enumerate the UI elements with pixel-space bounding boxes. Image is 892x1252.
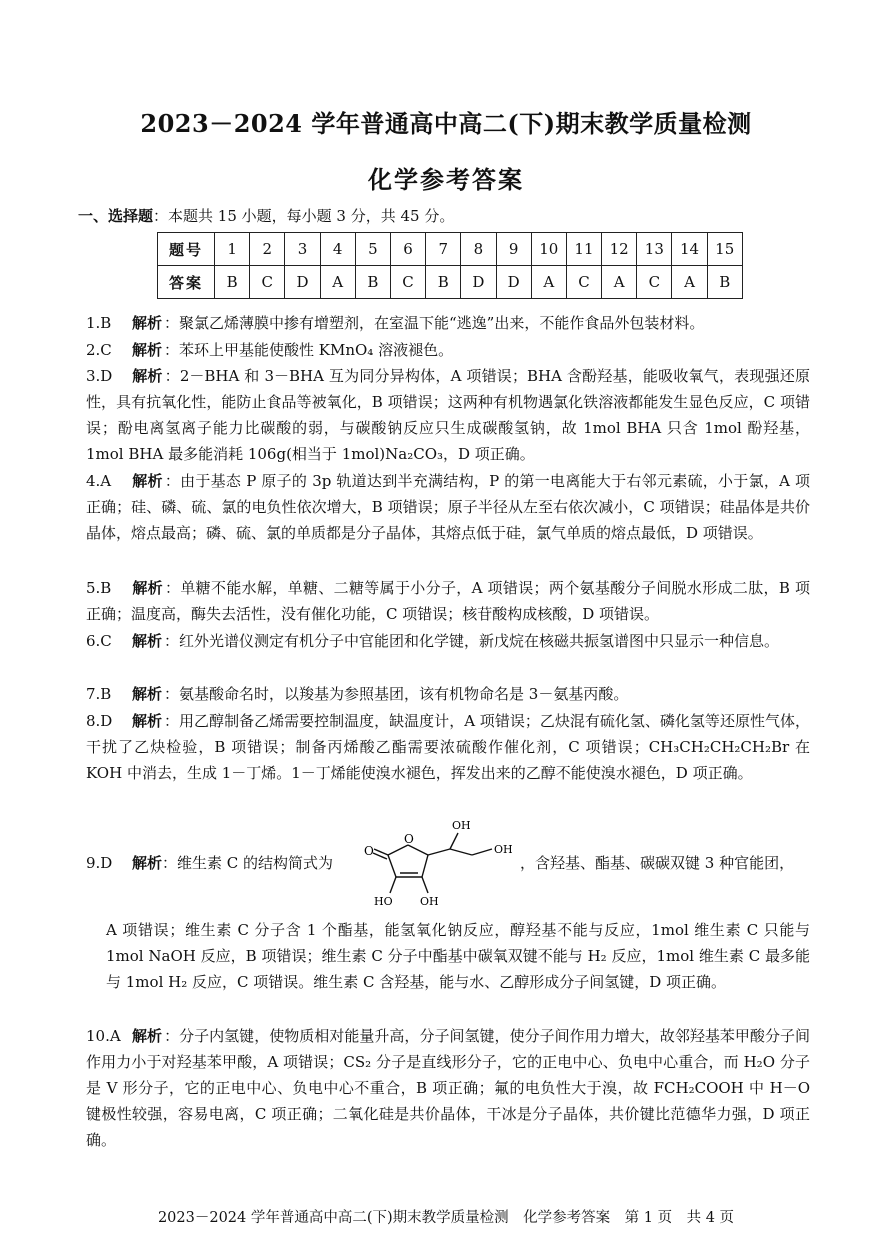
answer-cell: D — [461, 266, 496, 299]
question-number-cell: 15 — [707, 233, 742, 266]
question-5 — [86, 575, 810, 627]
question-number: 1.B — [86, 314, 112, 332]
question-number-cell: 12 — [602, 233, 637, 266]
question-number-cell: 5 — [355, 233, 390, 266]
question-7 — [86, 681, 810, 707]
question-text: ：由于基态 P 原子的 3p 轨道达到半充满结构，P 的第一电离能大于右邻元素硫，小于氯，A 项正确；硅、磷、硫、氯的电负性依次增大，B 项错误；原子半径从左至右依次减小，C 项错误；硅晶体是共价晶体，熔点最高；磷、硫、氯的单质都是分子晶体，其熔点低于硅，氯气单质的熔点最低，D 项错误。 — [86, 472, 810, 542]
ho-left-label: HO — [374, 895, 393, 908]
question-8 — [86, 708, 810, 786]
question-text: ：用乙醇制备乙烯需要控制温度，缺温度计，A 项错误；乙炔混有硫化氢、磷化氢等还原性气体，干扰了乙炔检验，B 项错误；制备丙烯酸乙酯需要浓硫酸作催化剂，C 项错误；CH₃CH₂CH₂CH₂Br 在 KOH 中消去，生成 1－丁烯。1－丁烯能使溴水褪色，挥发出来的乙醇不能使溴水褪色，D 项正确。 — [86, 712, 810, 782]
question-number-cell: 10 — [531, 233, 566, 266]
question-number-cell: 3 — [285, 233, 320, 266]
question-number-cell: 11 — [566, 233, 601, 266]
question-number-cell: 2 — [250, 233, 285, 266]
question-1 — [86, 310, 810, 336]
analysis-label: 解析 — [132, 632, 163, 650]
carbonyl-oxygen-label: O — [364, 844, 374, 858]
section-description: ：本题共 15 小题，每小题 3 分，共 45 分。 — [153, 207, 455, 225]
answer-cell: D — [285, 266, 320, 299]
question-text: ：苯环上甲基能使酸性 KMnO₄ 溶液褪色。 — [164, 341, 454, 359]
question-number: 7.B — [86, 685, 112, 703]
vitamin-c-structure — [350, 815, 520, 915]
analysis-label: 解析 — [132, 579, 163, 597]
page-subtitle: 化学参考答案 — [368, 165, 524, 194]
question-text: ：氨基酸命名时，以羧基为参照基团，该有机物命名是 3－氨基丙酸。 — [164, 685, 629, 703]
question-text: ：红外光谱仪测定有机分子中官能团和化学键，新戊烷在核磁共振氢谱图中只显示一种信息。 — [164, 632, 780, 650]
question-text: ：维生素 C 的结构简式为 — [162, 854, 334, 872]
question-2 — [86, 337, 810, 363]
answer-cell: C — [637, 266, 672, 299]
question-number-cell: 6 — [390, 233, 425, 266]
analysis-label: 解析 — [132, 341, 163, 359]
answer-cell: B — [707, 266, 742, 299]
question-4 — [86, 468, 810, 546]
question-3 — [86, 363, 810, 467]
question-number: 9.D — [86, 854, 113, 872]
question-6 — [86, 628, 810, 654]
section-heading — [78, 205, 454, 226]
analysis-label: 解析 — [132, 314, 163, 332]
analysis-label: 解析 — [132, 1027, 163, 1045]
answer-cell: A — [320, 266, 355, 299]
question-number-cell: 1 — [215, 233, 250, 266]
analysis-label: 解析 — [132, 712, 163, 730]
analysis-label: 解析 — [132, 854, 163, 872]
oh-top-label: OH — [452, 819, 471, 832]
question-9-continuation: A 项错误；维生素 C 分子含 1 个酯基，能氢氧化钠反应，醇羟基不能与反应，1mol 维生素 C 只能与 1mol NaOH 反应，B 项错误；维生素 C 分子中酯基中碳氧双键不能与 H₂ 反应，1mol 维生素 C 最多能与 1mol H₂ 反应，C 项错误。维生素 C 含羟基，能与水、乙醇形成分子间氢键，D 项正确。 — [106, 921, 810, 991]
answer-cell: B — [355, 266, 390, 299]
question-number-cell: 4 — [320, 233, 355, 266]
question-text: ：2－BHA 和 3－BHA 互为同分异构体，A 项错误；BHA 含酚羟基，能吸收氧气，表现强还原性，具有抗氧化性，能防止食品等被氧化，B 项错误；这两种有机物遇氯化铁溶液都能发生显色反应，C 项错误；酚电离氢离子能力比碳酸的弱，与碳酸钠反应只生成碳酸氢钠，故 1mol BHA 只含 1mol 酚羟基，1mol BHA 最多能消耗 106g(相当于 1mol)Na₂CO₃，D 项正确。 — [86, 367, 810, 463]
analysis-label: 解析 — [132, 685, 163, 703]
table-row-answers — [158, 266, 743, 299]
answer-cell: C — [250, 266, 285, 299]
question-text: ：聚氯乙烯薄膜中掺有增塑剂，在室温下能“逃逸”出来，不能作食品外包装材料。 — [164, 314, 705, 332]
question-text: ：分子内氢键，使物质相对能量升高，分子间氢键，使分子间作用力增大，故邻羟基苯甲酸分子间作用力小于对羟基苯甲酸，A 项错误；CS₂ 分子是直线形分子，它的正电中心、负电中心重合，而 H₂O 分子是 V 形分子，它的正电中心、负电中心不重合，B 项正确；氟的电负性大于溴，故 FCH₂COOH 中 H－O 键极性较强，容易电离，C 项正确；二氧化硅是共价晶体，干冰是分子晶体，共价键比范德华力强，D 项正确。 — [86, 1027, 810, 1149]
question-number-cell: 9 — [496, 233, 531, 266]
question-number-cell: 14 — [672, 233, 707, 266]
question-number-cell: 7 — [426, 233, 461, 266]
question-number: 6.C — [86, 632, 112, 650]
question-number-cell: 13 — [637, 233, 672, 266]
question-9-intro — [86, 852, 333, 873]
question-number: 2.C — [86, 341, 112, 359]
page-footer: 2023－2024 学年普通高中高二(下)期末教学质量检测 化学参考答案 第 1 页 共 4 页 — [157, 1210, 735, 1226]
question-number: 4.A — [86, 472, 112, 490]
answer-cell: A — [602, 266, 637, 299]
answer-cell: D — [496, 266, 531, 299]
answer-cell: A — [672, 266, 707, 299]
answer-cell: C — [566, 266, 601, 299]
page-title: 2023－2024 学年普通高中高二(下)期末教学质量检测 — [140, 109, 752, 138]
question-9-after: ，含羟基、酯基、碳碳双键 3 种官能团， — [520, 854, 795, 872]
question-number: 5.B — [86, 579, 112, 597]
oh-right-label: OH — [494, 843, 513, 856]
table-row-numbers — [158, 233, 743, 266]
question-number: 3.D — [86, 367, 113, 385]
question-10 — [86, 1023, 810, 1153]
question-text: ：单糖不能水解，单糖、二糖等属于小分子，A 项错误；两个氨基酸分子间脱水形成二肽，B 项正确；温度高，酶失去活性，没有催化功能，C 项错误；核苷酸构成核酸，D 项错误。 — [86, 579, 810, 623]
ring-oxygen-label: O — [404, 832, 414, 846]
question-number: 8.D — [86, 712, 113, 730]
row-label-answer: 答案 — [158, 266, 215, 299]
question-number-cell: 8 — [461, 233, 496, 266]
oh-bottom-label: OH — [420, 895, 439, 908]
answer-cell: A — [531, 266, 566, 299]
analysis-label: 解析 — [132, 367, 163, 385]
answer-cell: C — [390, 266, 425, 299]
row-label-number: 题号 — [158, 233, 215, 266]
section-title: 一、选择题 — [78, 207, 154, 225]
answer-cell: B — [215, 266, 250, 299]
answer-cell: B — [426, 266, 461, 299]
analysis-label: 解析 — [132, 472, 163, 490]
answer-table — [157, 232, 743, 299]
question-number: 10.A — [86, 1027, 121, 1045]
